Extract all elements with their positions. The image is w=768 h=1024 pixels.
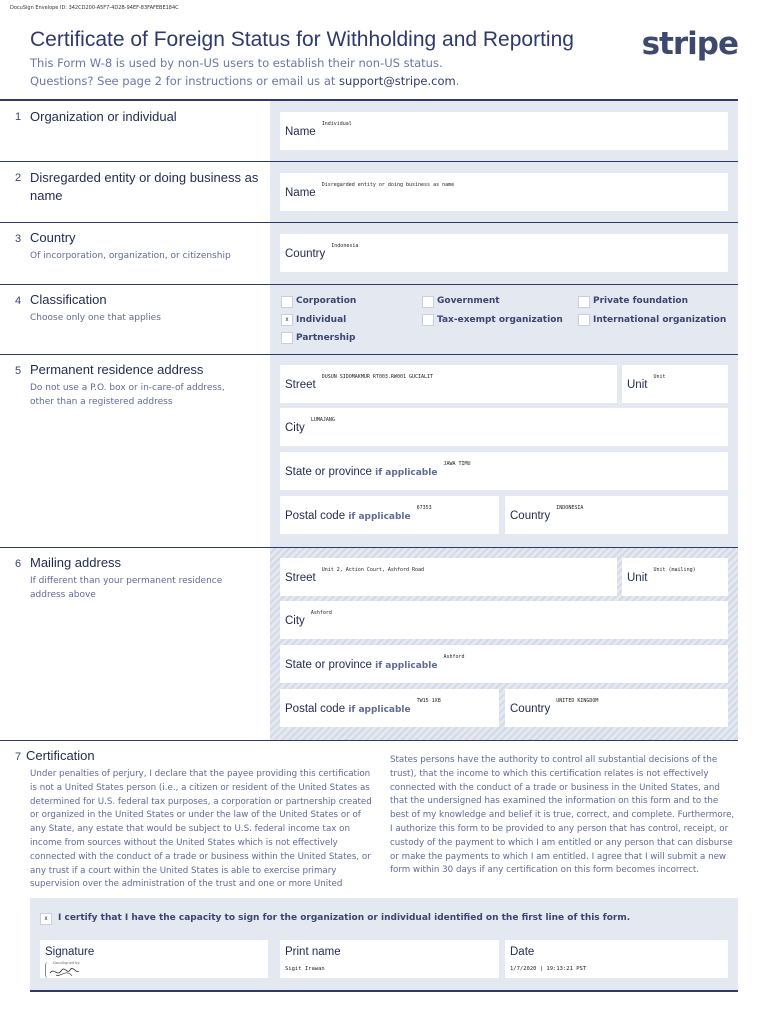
- checkbox-label: Partnership: [296, 333, 356, 343]
- section-3-panel: [270, 223, 738, 284]
- field-label: [285, 654, 465, 671]
- individual-checkbox[interactable]: x: [281, 314, 293, 326]
- section-label: Disregarded entity or doing business as name: [30, 170, 259, 203]
- capacity-statement: I certify that I have the capacity to sign for the organization or individual identified on the first line of this form.: [58, 913, 631, 923]
- section-hint: Choose only one that applies: [30, 313, 161, 323]
- state-label: State or province: [285, 466, 372, 478]
- capacity-checkbox[interactable]: x: [40, 913, 52, 925]
- section-6-panel: [270, 548, 738, 740]
- unit-value: Unit: [653, 374, 666, 380]
- partnership-checkbox[interactable]: [281, 332, 293, 344]
- section-label: Organization or individual: [30, 109, 177, 124]
- street-field[interactable]: [280, 365, 617, 403]
- name-label: Name: [285, 187, 316, 199]
- section-label: Certification: [26, 748, 95, 763]
- field-label: [510, 505, 584, 522]
- state-value: JAWA TIMU: [443, 461, 471, 467]
- country-value: INDONESIA: [556, 505, 584, 511]
- street-value: Unit 2, Action Court, Ashford Road: [321, 567, 425, 573]
- support-email-link[interactable]: support@stripe.com: [339, 74, 456, 88]
- signature-scribble: [48, 965, 88, 979]
- mailing-city-field[interactable]: [280, 601, 728, 639]
- stripe-logo: stripe: [641, 26, 738, 62]
- print-name-value: Sigit Irawan: [285, 966, 325, 972]
- street-label: Street: [285, 379, 316, 391]
- field-label: [285, 610, 332, 627]
- city-label: City: [285, 615, 305, 627]
- section-number: 7: [15, 751, 22, 763]
- state-label: State or province: [285, 659, 372, 671]
- docusign-envelope-id: DocuSign Envelope ID: 342CD200-A5F7-4D2B-94EF-83FAFEBE184C: [10, 5, 179, 11]
- section-label: Permanent residence address: [30, 362, 204, 377]
- field-label: [285, 121, 352, 138]
- section-number: 2: [15, 172, 22, 184]
- section-number: 1: [15, 111, 22, 123]
- optional-tag: if applicable: [348, 705, 411, 715]
- mailing-country-field[interactable]: [505, 689, 728, 727]
- field-label: [285, 182, 455, 199]
- date-value: 1/7/2020 | 19:13:21 PST: [510, 966, 587, 972]
- contact-period: .: [455, 74, 460, 88]
- country-value: Indonesia: [331, 243, 359, 249]
- state-value: Ashford: [443, 654, 465, 660]
- contact-text: Questions? See page 2 for instructions or email us at: [30, 74, 340, 88]
- section-hint: If different than your permanent residence address above: [30, 576, 223, 600]
- country-field[interactable]: [505, 496, 728, 534]
- bottom-divider: [30, 990, 738, 992]
- certification-text-right: States persons have the authority to control all substantial decisions of the trust), that the income to which this certification relates is not effectively connected with the conduct of a trade or business in the United States, and that the undersigned has examined the information on this form and to the best of my knowledge and belief it is true, correct, and complete. Furthermore, I authorize this form to be provided to any person that has control, receipt, or custody of the payment to which I am entitled or any person that can disburse or make the payments to which I am entitled. I agree that I will submit a new form within 30 days if any certification on this form becomes incorrect.: [390, 755, 735, 876]
- state-field[interactable]: [280, 452, 728, 490]
- section-5-panel: [270, 355, 738, 547]
- date-label: Date: [510, 946, 535, 958]
- field-label: [285, 243, 359, 260]
- section-number: 6: [15, 558, 22, 570]
- dba-name-value: Disregarded entity or doing business as name: [321, 182, 455, 188]
- unit-label: Unit: [627, 572, 648, 584]
- signature-panel: [30, 898, 738, 991]
- section-number: 3: [15, 233, 22, 245]
- postal-label: Postal code: [285, 703, 346, 715]
- checkbox-label: Tax-exempt organization: [437, 315, 563, 325]
- country-value: UNITED KINGDOM: [556, 698, 599, 704]
- city-value: LUMAJANG: [310, 417, 335, 423]
- print-name-field[interactable]: [280, 940, 499, 978]
- dba-name-field[interactable]: [280, 173, 728, 211]
- country-label: Country: [510, 703, 551, 715]
- checkbox-label: Corporation: [296, 296, 357, 306]
- certification-text-left: Under penalties of perjury, I declare that the payee providing this certification is not a United States person (i.e., a citizen or resident of the United States as determined for U.S. federal tax purposes, a corporation or partnership created or organized in the United States or under the law of the United States or of any State, any estate that would be subject to U.S. federal income tax on income from sources without the United States which is not effectively connected with the conduct of a trade or business within the United States, or any trust if a court within the United States is able to exercise primary supervision over the administration of the trust and one or more United: [30, 769, 372, 890]
- section-label: Country: [30, 230, 76, 245]
- divider: [0, 740, 738, 741]
- mailing-postal-code-field[interactable]: [280, 689, 499, 727]
- postal-label: Postal code: [285, 510, 346, 522]
- section-2-panel: [270, 162, 738, 222]
- field-label: [627, 374, 666, 391]
- street-label: Street: [285, 572, 316, 584]
- city-value: Ashford: [310, 610, 332, 616]
- unit-field[interactable]: [622, 365, 728, 403]
- field-label: [285, 417, 335, 434]
- field-label: [285, 374, 434, 391]
- docusigned-by-text: DocuSigned by:: [53, 961, 81, 965]
- country-field[interactable]: [280, 234, 728, 272]
- organization-name-field[interactable]: [280, 112, 728, 150]
- checkbox-label: Private foundation: [593, 296, 689, 306]
- private-foundation-checkbox[interactable]: [578, 296, 590, 308]
- country-label: Country: [510, 510, 551, 522]
- postal-value: 67353: [416, 505, 432, 511]
- unit-value: Unit (mailing): [653, 567, 696, 573]
- unit-label: Unit: [627, 379, 648, 391]
- international-organization-checkbox[interactable]: [578, 314, 590, 326]
- name-value: Individual: [321, 121, 352, 127]
- mailing-state-field[interactable]: [280, 645, 728, 683]
- field-label: [285, 698, 441, 715]
- section-hint: Do not use a P.O. box or in-care-of address, other than a registered address: [30, 383, 225, 407]
- section-label: Mailing address: [30, 555, 122, 570]
- mailing-street-field[interactable]: [280, 558, 617, 596]
- name-label: Name: [285, 126, 316, 138]
- optional-tag: if applicable: [375, 661, 438, 671]
- street-value: DUSUN SIDOMAKMUR RT003.RW001 GUCIALIT: [321, 374, 434, 380]
- city-label: City: [285, 422, 305, 434]
- print-name-label: Print name: [285, 946, 341, 958]
- section-hint: Of incorporation, organization, or citizenship: [30, 251, 231, 261]
- section-label: Classification: [30, 292, 107, 307]
- section-4-panel: [270, 285, 738, 354]
- form-title: Certificate of Foreign Status for Withholding and Reporting: [30, 28, 574, 51]
- postal-code-field[interactable]: [280, 496, 499, 534]
- field-label: [285, 567, 425, 584]
- city-field[interactable]: [280, 408, 728, 446]
- field-label: [285, 505, 432, 522]
- mailing-unit-field[interactable]: [622, 558, 728, 596]
- corporation-checkbox[interactable]: [281, 296, 293, 308]
- checkbox-label: Individual: [296, 315, 347, 325]
- checkbox-label: Government: [437, 296, 500, 306]
- signature-label: Signature: [45, 946, 95, 958]
- checkbox-label: International organization: [593, 315, 727, 325]
- government-checkbox[interactable]: [422, 296, 434, 308]
- docusign-signature-stamp: [45, 962, 94, 978]
- date-field[interactable]: [505, 940, 728, 978]
- form-contact-line: [30, 74, 459, 88]
- section-number: 4: [15, 295, 22, 307]
- country-label: Country: [285, 248, 326, 260]
- postal-value: TW15 1XB: [416, 698, 441, 704]
- signature-field[interactable]: [40, 940, 268, 978]
- field-label: [285, 461, 471, 478]
- tax-exempt-checkbox[interactable]: [422, 314, 434, 326]
- field-label: [510, 698, 599, 715]
- section-number: 5: [15, 365, 22, 377]
- field-label: [627, 567, 696, 584]
- section-1-panel: [270, 101, 738, 161]
- form-subtitle: This Form W-8 is used by non-US users to establish their non-US status.: [30, 56, 443, 70]
- optional-tag: if applicable: [348, 512, 411, 522]
- optional-tag: if applicable: [375, 468, 438, 478]
